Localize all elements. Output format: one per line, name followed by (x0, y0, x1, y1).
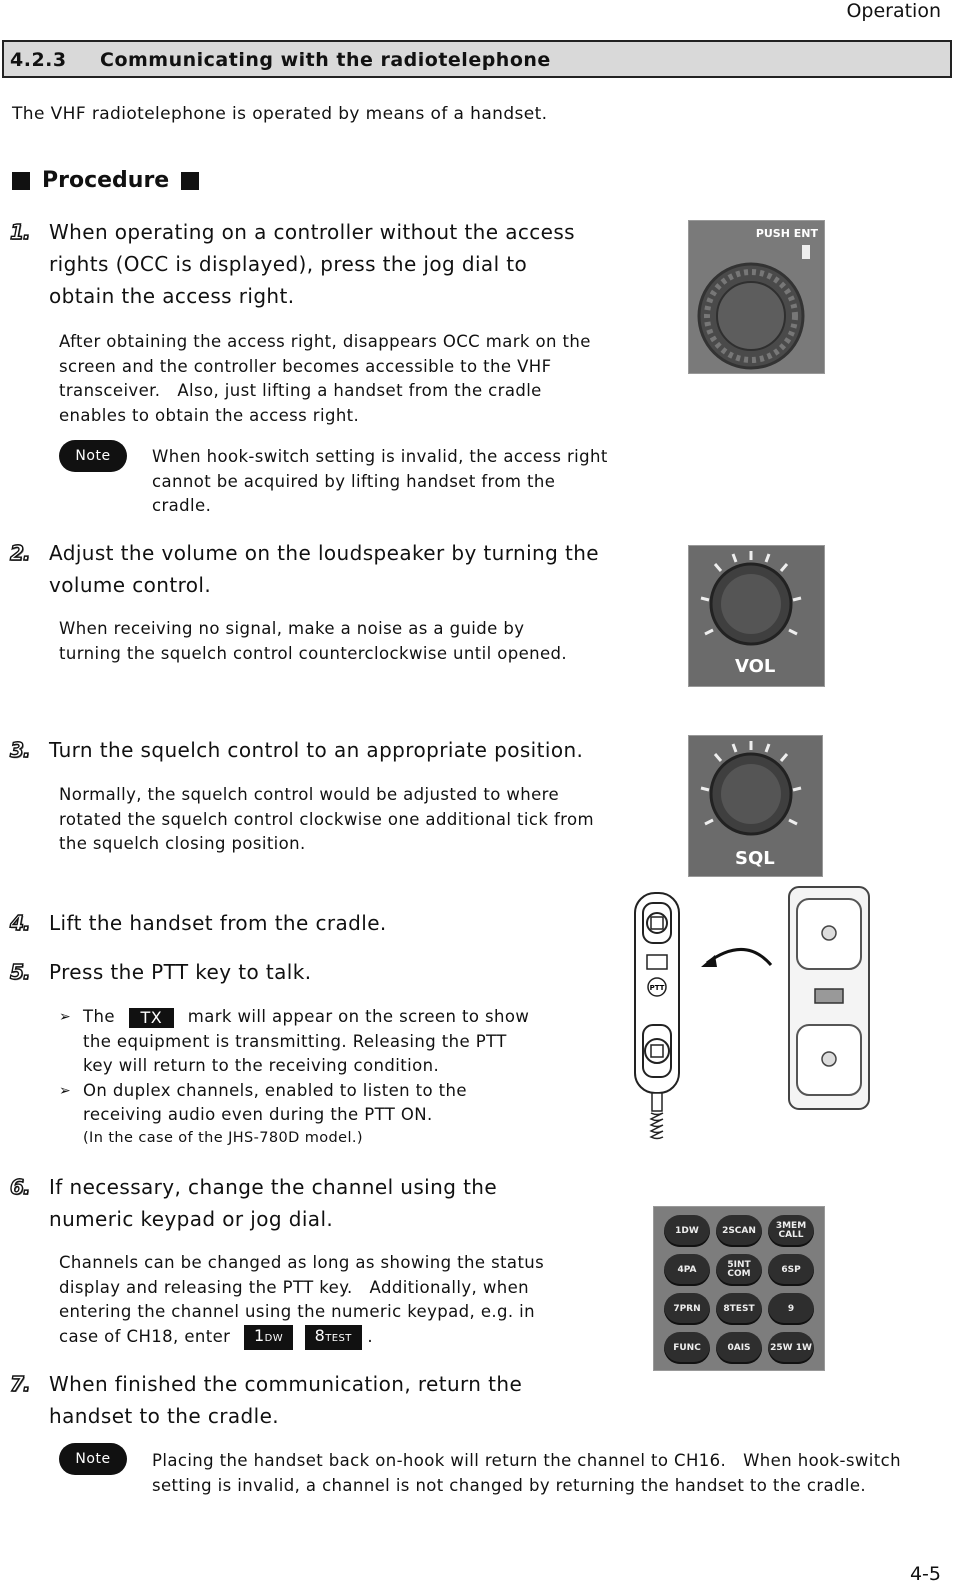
vol-label: VOL (735, 656, 776, 677)
note-badge: Note (59, 440, 127, 472)
body-line: turning the squelch control counterclockwise until opened. (59, 643, 568, 663)
step-number: 1. (10, 220, 30, 244)
step-text (49, 907, 609, 939)
section-title: Communicating with the radiotelephone (100, 49, 551, 71)
body-line: screen and the controller becomes accessible to the VHF (59, 356, 552, 376)
key-sub: TEST (325, 1332, 352, 1344)
jog-dial-image (688, 220, 825, 374)
keypad-key: 4PA (664, 1254, 710, 1286)
step-text (49, 1171, 609, 1235)
body-line: entering the channel using the numeric keypad, e.g. in (59, 1302, 536, 1321)
procedure-heading (12, 168, 199, 193)
step-body (59, 783, 659, 857)
step-number: 2. (10, 541, 30, 565)
keypad-key: 9 (768, 1293, 814, 1325)
key-8test (305, 1325, 362, 1350)
step-number: 4. (10, 911, 30, 935)
step-text (49, 1368, 609, 1432)
intro-text: The VHF radiotelephone is operated by means of a handset. (12, 104, 548, 124)
note-line: setting is invalid, a channel is not changed by returning the handset to the cradle. (152, 1475, 867, 1495)
step-line: Lift the handset from the cradle. (49, 911, 387, 935)
step-number: 7. (10, 1372, 30, 1396)
note-badge: Note (59, 1443, 127, 1475)
bullet-text: The (83, 1007, 115, 1026)
body-text: case of CH18, enter (59, 1326, 231, 1346)
keypad-key: 6SP (768, 1254, 814, 1286)
note-text (152, 1449, 952, 1498)
step-text (49, 216, 639, 312)
bullet-text: key will return to the receiving condition. (83, 1056, 440, 1075)
bullet-text: On duplex channels, enabled to listen to the (83, 1080, 467, 1100)
step-line: Turn the squelch control to an appropriate position. (49, 738, 584, 762)
step-text (49, 734, 659, 766)
keypad-key: 2SCAN (716, 1215, 762, 1247)
bullet-item (59, 1079, 579, 1128)
step-line: If necessary, change the channel using the (49, 1175, 498, 1199)
square-bullet-icon (181, 172, 199, 190)
push-ent-label: PUSH ENT (755, 227, 818, 240)
step-body (59, 617, 659, 666)
note-line: When hook-switch setting is invalid, the access right (152, 447, 608, 466)
step-number: 5. (10, 960, 30, 984)
chapter-header: Operation (846, 0, 941, 22)
square-bullet-icon (12, 172, 30, 190)
step-text (49, 537, 659, 601)
step-line: When finished the communication, return the (49, 1372, 523, 1396)
body-line: Normally, the squelch control would be adjusted to where (59, 785, 560, 804)
numeric-keypad-image (653, 1206, 825, 1371)
body-line (59, 1325, 619, 1350)
step-line: Press the PTT key to talk. (49, 960, 312, 984)
bullet-text: receiving audio even during the PTT ON. (83, 1105, 433, 1124)
key-sub: DW (264, 1332, 283, 1344)
key-main: 8 (314, 1325, 326, 1345)
body-line: enables to obtain the access right. (59, 405, 360, 425)
bullet-list (59, 1005, 579, 1146)
keypad-key: 0AIS (716, 1332, 762, 1364)
bullet-item (59, 1005, 579, 1079)
ptt-label: PTT (649, 984, 665, 992)
step-line: handset to the cradle. (49, 1404, 280, 1428)
key-1dw (244, 1325, 293, 1350)
squelch-knob-image (688, 735, 823, 877)
model-note: (In the case of the JHS-780D model.) (83, 1129, 363, 1146)
bullet-text: the equipment is transmitting. Releasing the PTT (83, 1031, 507, 1051)
keypad-key: 5INT COM (716, 1254, 762, 1286)
page-number: 4-5 (909, 1563, 941, 1585)
step-body (59, 330, 659, 428)
step-line: volume control. (49, 573, 212, 597)
keypad-grid (664, 1215, 814, 1364)
keypad-key: 7PRN (664, 1293, 710, 1325)
body-line: display and releasing the PTT key. Additionally, when (59, 1277, 529, 1297)
body-line: When receiving no signal, make a noise as a guide by (59, 619, 525, 638)
key-main: 1 (254, 1325, 265, 1345)
procedure-label: Procedure (42, 168, 170, 193)
tx-mark: TX (129, 1008, 175, 1028)
body-text: . (367, 1326, 374, 1346)
body-line: rotated the squelch control clockwise one additional tick from (59, 809, 594, 829)
body-line: the squelch closing position. (59, 834, 306, 853)
bullet-text: mark will appear on the screen to show (187, 1007, 530, 1026)
body-line: transceiver. Also, just lifting a handset from the cradle (59, 381, 542, 400)
step-line: rights (OCC is displayed), press the jog dial to (49, 252, 528, 276)
note-line: cradle. (152, 496, 212, 515)
note-text (152, 445, 652, 519)
body-line: Channels can be changed as long as showing the status (59, 1253, 545, 1272)
handset-cradle-illustration (625, 885, 875, 1150)
sql-label: SQL (735, 848, 775, 869)
step-body (59, 1251, 619, 1350)
keypad-key: 1DW (664, 1215, 710, 1247)
section-number: 4.2.3 (10, 49, 67, 71)
volume-knob-image (688, 545, 825, 687)
keypad-key: FUNC (664, 1332, 710, 1364)
keypad-key: 8TEST (716, 1293, 762, 1325)
keypad-key: 3MEM CALL (768, 1215, 814, 1247)
note-line: Placing the handset back on-hook will return the channel to CH16. When hook-switch (152, 1451, 901, 1470)
step-text (49, 956, 609, 988)
step-line: numeric keypad or jog dial. (49, 1207, 334, 1231)
body-line: After obtaining the access right, disappears OCC mark on the (59, 332, 591, 351)
step-line: obtain the access right. (49, 284, 295, 308)
step-number: 6. (10, 1175, 30, 1199)
step-number: 3. (10, 738, 30, 762)
jog-dial-icon (689, 221, 824, 373)
step-line: When operating on a controller without the access (49, 220, 575, 244)
keypad-key: 25W 1W (768, 1332, 814, 1364)
note-line: cannot be acquired by lifting handset from the (152, 471, 556, 491)
step-line: Adjust the volume on the loudspeaker by turning the (49, 541, 600, 565)
